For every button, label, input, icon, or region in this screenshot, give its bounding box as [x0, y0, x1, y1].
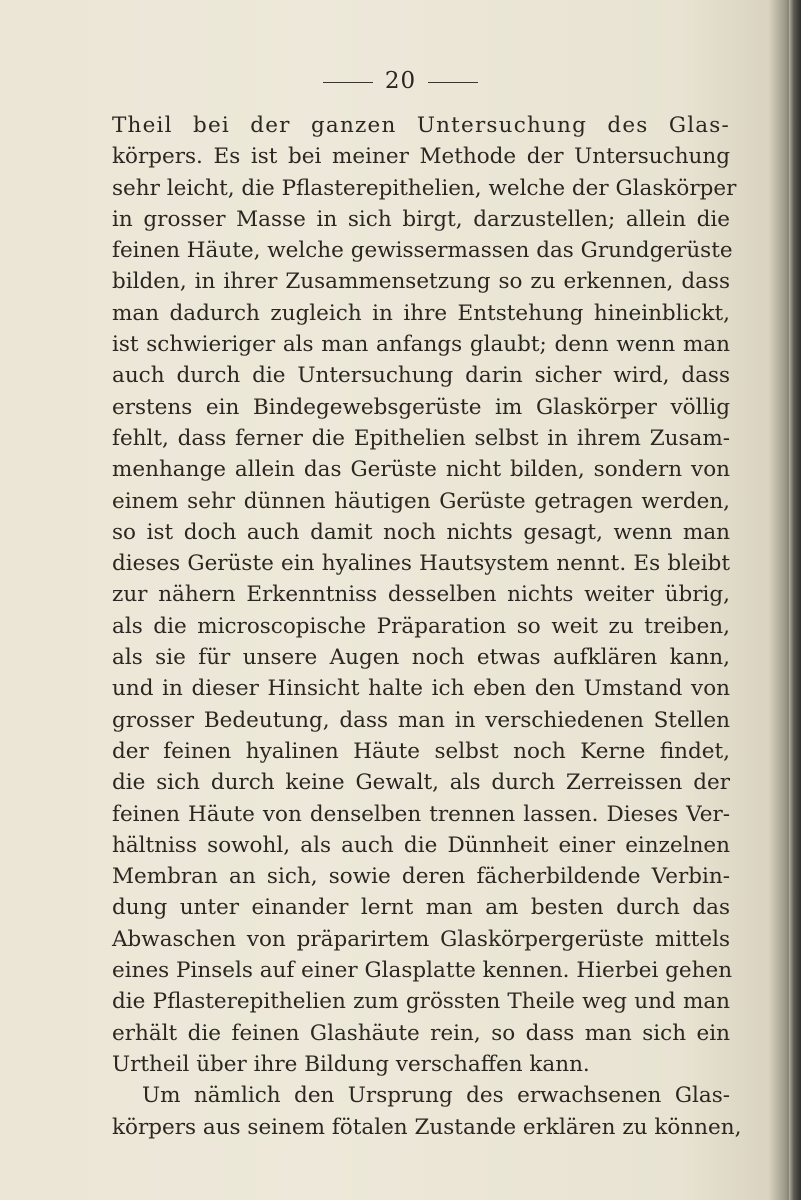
text-line: bilden, in ihrer Zusammensetzung so zu erkennen, dass [112, 269, 730, 295]
text-line: fehlt, dass ferner die Epithelien selbst in ihrem Zusam- [112, 425, 730, 451]
text-line: körpers aus seinem fötalen Zustande erklären zu können, [112, 1114, 742, 1140]
text-line: feinen Häute, welche gewissermassen das Grundgerüste [112, 238, 733, 264]
text-line: man dadurch zugleich in ihre Entstehung hineinblickt, [112, 300, 730, 326]
text-line: feinen Häute von denselben trennen lassen. Dieses Ver- [112, 801, 730, 827]
text-line: ist schwieriger als man anfangs glaubt; denn wenn man [112, 332, 730, 358]
text-line: der feinen hyalinen Häute selbst noch Kerne findet, [112, 738, 730, 764]
text-line: erstens ein Bindegewebsgerüste im Glaskörper völlig [112, 394, 730, 420]
text-line: menhange allein das Gerüste nicht bilden, sondern von [112, 457, 730, 483]
text-line: die sich durch keine Gewalt, als durch Zerreissen der [112, 770, 730, 796]
page-binding-edge [789, 0, 801, 1200]
text-line: die Pflasterepithelien zum grössten Theile weg und man [112, 989, 730, 1015]
text-line: Um nämlich den Ursprung des erwachsenen Glas- [142, 1083, 730, 1109]
text-line: grosser Bedeutung, dass man in verschiedenen Stellen [112, 707, 730, 733]
text-line: als sie für unsere Augen noch etwas aufklären kann, [112, 645, 730, 671]
page-number-dash-right [428, 82, 478, 83]
text-line: Urtheil über ihre Bildung verschaffen kann. [112, 1051, 590, 1077]
text-line: Membran an sich, sowie deren fächerbildende Verbin- [112, 864, 730, 890]
text-line: sehr leicht, die Pflasterepithelien, welche der Glaskörper [112, 175, 737, 201]
text-line: auch durch die Untersuchung darin sicher wird, dass [112, 363, 730, 389]
text-line: in grosser Masse in sich birgt, darzustellen; allein die [112, 206, 730, 232]
text-line: Abwaschen von präparirtem Glaskörpergerüste mittels [112, 926, 730, 952]
text-line: erhält die feinen Glashäute rein, so dass man sich ein [112, 1020, 730, 1046]
text-line: eines Pinsels auf einer Glasplatte kennen. Hierbei gehen [112, 958, 733, 984]
text-line: körpers. Es ist bei meiner Methode der Untersuchung [112, 144, 730, 170]
text-line: einem sehr dünnen häutigen Gerüste getragen werden, [112, 488, 730, 514]
text-line: zur nähern Erkenntniss desselben nichts weiter übrig, [112, 582, 730, 608]
text-line: so ist doch auch damit noch nichts gesagt, wenn man [112, 519, 730, 545]
text-line: hältniss sowohl, als auch die Dünnheit einer einzelnen [112, 832, 730, 858]
page-number-text: 20 [384, 68, 417, 94]
text-line: und in dieser Hinsicht halte ich eben den Umstand von [112, 676, 730, 702]
text-line: dieses Gerüste ein hyalines Hautsystem nennt. Es bleibt [112, 551, 730, 577]
text-line: als die microscopische Präparation so weit zu treiben, [112, 613, 730, 639]
body-text [112, 110, 742, 1143]
text-line: Theil bei der ganzen Untersuchung des Glas- [112, 113, 730, 138]
text-line: dung unter einander lernt man am besten durch das [112, 895, 730, 921]
page-number [0, 68, 801, 94]
page-number-dash-left [323, 82, 373, 83]
